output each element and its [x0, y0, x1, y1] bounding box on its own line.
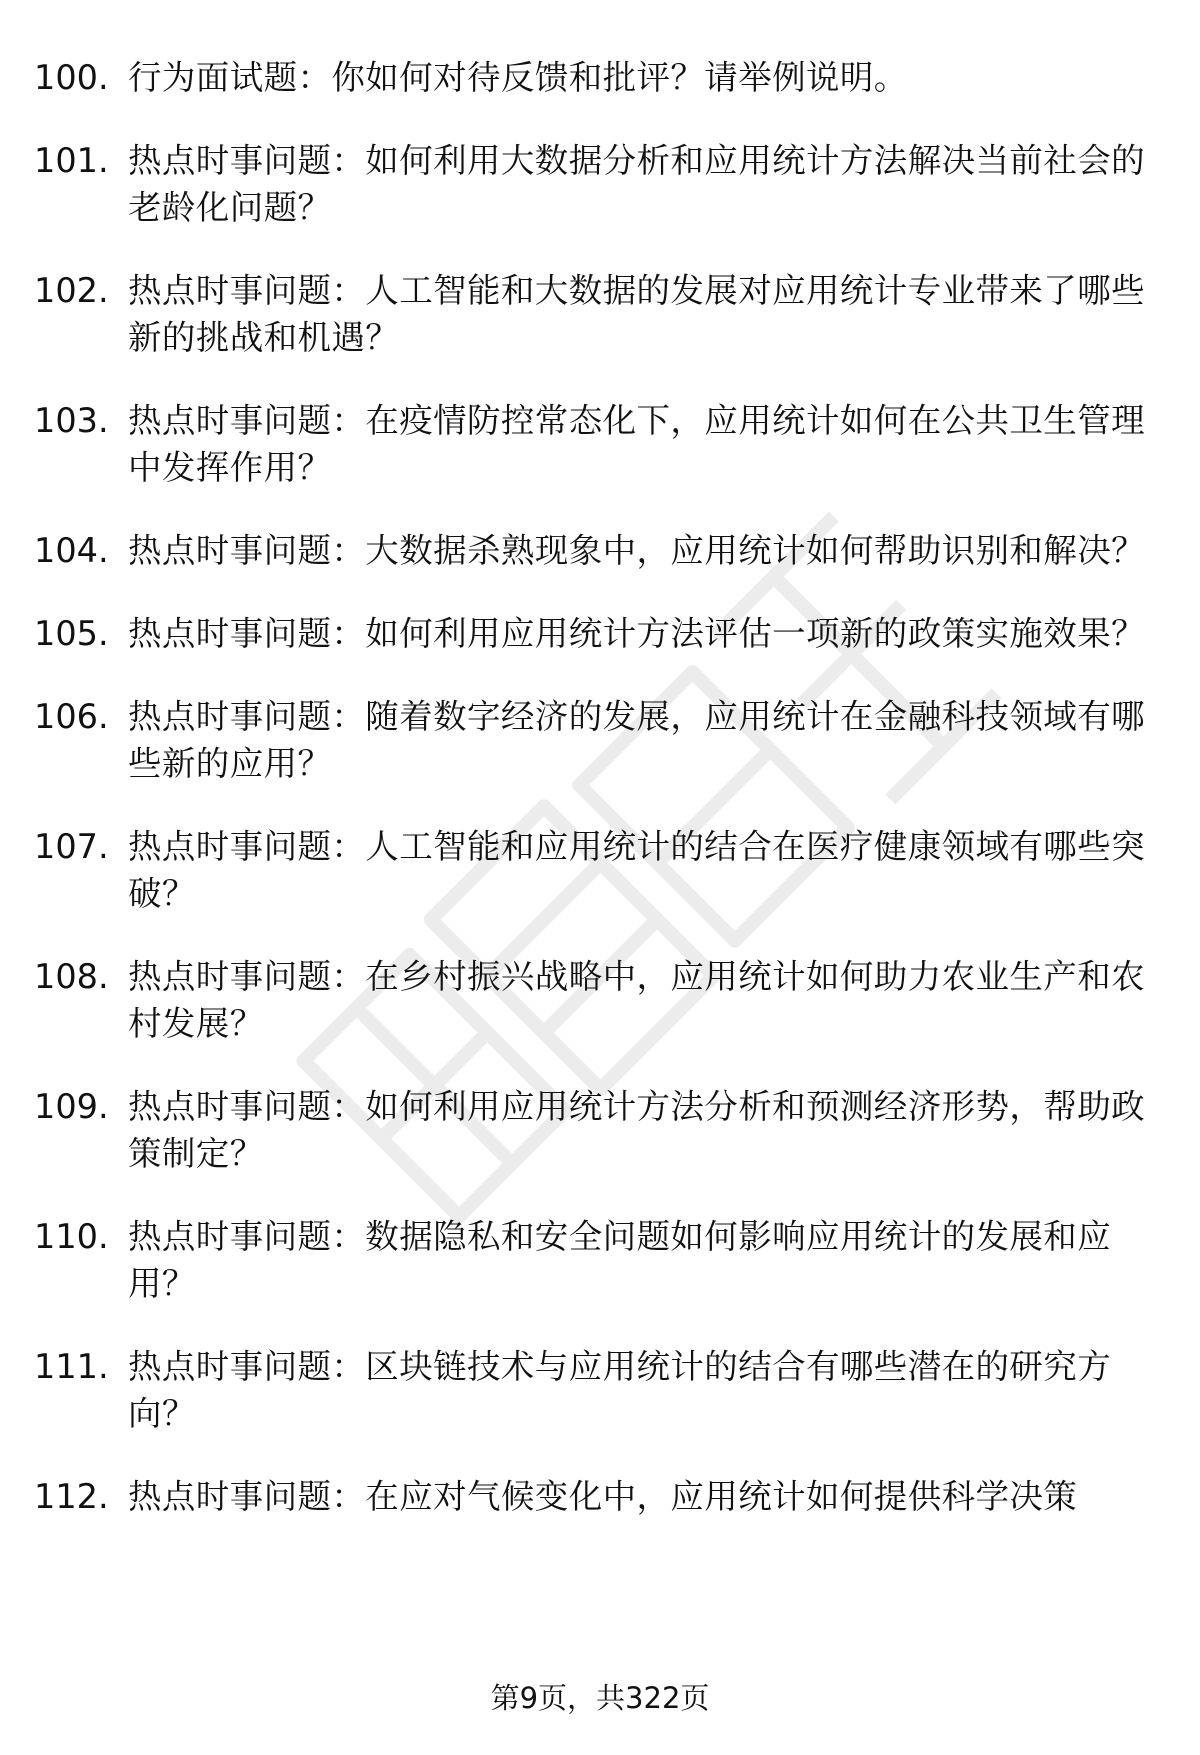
list-item: [34, 397, 1170, 491]
question-number: 106.: [34, 697, 109, 736]
list-item: [34, 137, 1170, 231]
list-item: [34, 267, 1170, 361]
question-number: 100.: [34, 58, 109, 97]
question-number: 112.: [34, 1477, 109, 1516]
list-item: [34, 693, 1170, 787]
list-item: [34, 1083, 1170, 1177]
question-number: 110.: [34, 1217, 109, 1256]
question-number: 107.: [34, 827, 109, 866]
question-text: 热点时事问题：在乡村振兴战略中，应用统计如何助力农业生产和农村发展？: [128, 957, 1145, 1043]
list-item: [34, 1213, 1170, 1307]
list-item: [34, 1343, 1170, 1437]
question-number: 102.: [34, 271, 109, 310]
question-text: 热点时事问题：如何利用应用统计方法分析和预测经济形势，帮助政策制定？: [128, 1087, 1145, 1173]
question-number: 103.: [34, 401, 109, 440]
question-number: 108.: [34, 957, 109, 996]
list-item: [34, 610, 1170, 657]
question-number: 109.: [34, 1087, 109, 1126]
list-item: [34, 54, 1170, 101]
question-text: 热点时事问题：大数据杀熟现象中，应用统计如何帮助识别和解决？: [128, 531, 1145, 570]
question-text: 热点时事问题：人工智能和应用统计的结合在医疗健康领域有哪些突破？: [128, 827, 1145, 913]
question-text: 行为面试题：你如何对待反馈和批评？请举例说明。: [128, 58, 908, 97]
question-number: 101.: [34, 141, 109, 180]
list-item: [34, 953, 1170, 1047]
question-text: 热点时事问题：如何利用大数据分析和应用统计方法解决当前社会的老龄化问题？: [128, 141, 1145, 227]
question-text: 热点时事问题：在疫情防控常态化下，应用统计如何在公共卫生管理中发挥作用？: [128, 401, 1145, 487]
question-text: 热点时事问题：数据隐私和安全问题如何影响应用统计的发展和应用？: [128, 1217, 1112, 1303]
question-text: 热点时事问题：在应对气候变化中，应用统计如何提供科学决策: [128, 1477, 1078, 1516]
question-text: 热点时事问题：人工智能和大数据的发展对应用统计专业带来了哪些新的挑战和机遇？: [128, 271, 1145, 357]
list-item: [34, 823, 1170, 917]
question-text: 热点时事问题：区块链技术与应用统计的结合有哪些潜在的研究方向？: [128, 1347, 1112, 1433]
question-number: 111.: [34, 1347, 109, 1386]
page-number-footer: 第9页，共322页: [490, 1681, 710, 1715]
question-text: 热点时事问题：随着数字经济的发展，应用统计在金融科技领域有哪些新的应用？: [128, 697, 1145, 783]
question-number: 105.: [34, 614, 109, 653]
question-number: 104.: [34, 531, 109, 570]
list-item: [34, 527, 1170, 574]
question-list: [34, 54, 1170, 1556]
list-item: [34, 1473, 1170, 1520]
question-text: 热点时事问题：如何利用应用统计方法评估一项新的政策实施效果？: [128, 614, 1145, 653]
